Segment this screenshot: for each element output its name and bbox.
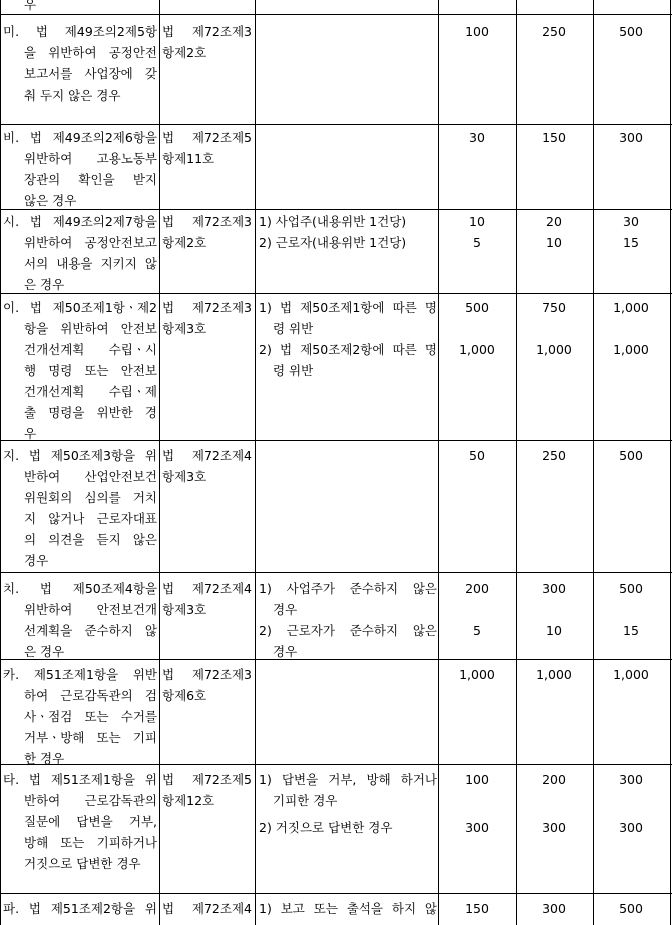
row-5-desc-line-0: 지. 법 제50조제3항을 위 <box>3 448 157 463</box>
row-7-amount-third: 1,000 <box>613 667 649 682</box>
row-3-amount-first-b: 5 <box>473 235 481 250</box>
row-3-amount-second-b: 10 <box>546 235 562 250</box>
row-4-amount-first-b: 1,000 <box>459 342 495 357</box>
row-4-detail-0-line-0: 1) 법 제50조제1항에 따른 명 <box>259 300 437 315</box>
row-7-desc-line-4: 한 경우 <box>24 751 65 766</box>
row-6-amount-third-b: 15 <box>623 623 639 638</box>
row-1-amount-second: 250 <box>542 24 566 39</box>
row-4-desc-line-4: 건개선계획 수립ㆍ제 <box>24 384 157 399</box>
row-4-detail-1-line-0: 2) 법 제50조제2항에 따른 명 <box>259 342 437 357</box>
row-divider <box>0 124 672 125</box>
row-5-amount-first: 50 <box>469 448 485 463</box>
row-3-detail-1-line-0: 2) 근로자(내용위반 1건당) <box>259 235 407 250</box>
row-5-desc-line-1: 반하여 산업안전보건 <box>24 469 157 484</box>
row-divider <box>0 893 672 894</box>
row-7-amount-second: 1,000 <box>536 667 572 682</box>
row-4-amount-second-b: 1,000 <box>536 342 572 357</box>
row-6-amount-first-b: 5 <box>473 623 481 638</box>
row-6-basis-line-1: 항제3호 <box>162 602 207 617</box>
row-5-desc-line-3: 지 않거나 근로자대표 <box>24 511 157 526</box>
row-2-desc-line-3: 않은 경우 <box>24 193 77 208</box>
row-4-desc-line-2: 건개선계획 수립ㆍ시 <box>24 342 157 357</box>
row-5-desc-line-2: 위원회의 심의를 거치 <box>24 490 157 505</box>
row-2-amount-second: 150 <box>542 130 566 145</box>
row-8-basis-line-1: 항제12호 <box>162 793 215 808</box>
row-6-detail-1-line-0: 2) 근로자가 준수하지 않은 <box>259 623 437 638</box>
row-4-desc-line-1: 항을 위반하여 안전보 <box>24 321 157 336</box>
row-6-desc-line-1: 위반하여 안전보건개 <box>24 602 157 617</box>
row-1-basis-line-0: 법 제72조제3 <box>162 24 252 39</box>
row-1-basis-line-1: 항제2호 <box>162 45 207 60</box>
row-3-basis-line-1: 항제2호 <box>162 235 207 250</box>
column-divider-3 <box>438 0 439 925</box>
row-9-detail-0-line-0: 1) 보고 또는 출석을 하지 않 <box>259 901 437 916</box>
row-5-desc-line-4: 의 의견을 듣지 않은 <box>24 532 157 547</box>
row-4-amount-third-a: 1,000 <box>613 300 649 315</box>
row-4-desc-line-5: 출 명령을 위반한 경 <box>24 405 157 420</box>
column-divider-4 <box>516 0 517 925</box>
row-4-amount-third-b: 1,000 <box>613 342 649 357</box>
row-2-basis-line-0: 법 제72조제5 <box>162 130 252 145</box>
row-8-detail-0-line-0: 1) 답변을 거부, 방해 하거나 <box>259 772 437 787</box>
row-8-amount-second-a: 200 <box>542 772 566 787</box>
row-5-basis-line-1: 항제3호 <box>162 469 207 484</box>
row-8-amount-third-a: 300 <box>619 772 643 787</box>
row-9-desc-line-0: 파. 법 제51조제2항을 위 <box>3 901 157 916</box>
row-3-amount-third-b: 15 <box>623 235 639 250</box>
row-8-detail-0-line-1: 기피한 경우 <box>273 793 338 808</box>
row-4-desc-line-6: 우 <box>24 426 37 441</box>
row-2-desc-line-0: 비. 법 제49조의2제6항을 <box>3 130 157 145</box>
row-3-basis-line-0: 법 제72조제3 <box>162 214 252 229</box>
row-7-basis-line-0: 법 제72조제3 <box>162 667 252 682</box>
column-divider-5 <box>593 0 594 925</box>
row-6-amount-first-a: 200 <box>465 581 489 596</box>
row-5-desc-line-5: 경우 <box>24 553 49 568</box>
row-5-amount-second: 250 <box>542 448 566 463</box>
row-8-amount-second-b: 300 <box>542 820 566 835</box>
row-4-detail-0-line-1: 령 위반 <box>273 321 314 336</box>
row-1-desc-line-3: 춰 두지 않은 경우 <box>24 88 121 103</box>
row-7-amount-first: 1,000 <box>459 667 495 682</box>
row-3-desc-line-1: 위반하여 공정안전보고 <box>24 235 157 250</box>
row-2-amount-third: 300 <box>619 130 643 145</box>
row-2-desc-line-2: 장관의 확인을 받지 <box>24 172 157 187</box>
row-4-desc-line-3: 행 명령 또는 안전보 <box>24 363 157 378</box>
row-9-amount-second: 300 <box>542 901 566 916</box>
row-9-amount-first: 150 <box>465 901 489 916</box>
row-8-amount-third-b: 300 <box>619 820 643 835</box>
row-3-desc-line-3: 은 경우 <box>24 277 65 292</box>
row-8-desc-line-4: 거짓으로 답변한 경우 <box>24 856 141 871</box>
row-8-basis-line-0: 법 제72조제5 <box>162 772 252 787</box>
row-6-desc-line-2: 선계획을 준수하지 않 <box>24 623 157 638</box>
table-border-left <box>0 0 1 925</box>
row-5-amount-third: 500 <box>619 448 643 463</box>
row-4-amount-second-a: 750 <box>542 300 566 315</box>
row-3-amount-first-a: 10 <box>469 214 485 229</box>
row-6-detail-1-line-1: 경우 <box>273 644 298 659</box>
row-8-detail-1-line-0: 2) 거짓으로 답변한 경우 <box>259 820 393 835</box>
row-4-desc-line-0: 이. 법 제50조제1항ㆍ제2 <box>3 300 157 315</box>
row-3-desc-line-0: 시. 법 제49조의2제7항을 <box>3 214 157 229</box>
row-4-amount-first-a: 500 <box>465 300 489 315</box>
row-8-amount-first-b: 300 <box>465 820 489 835</box>
row-3-desc-line-2: 서의 내용을 지키지 않 <box>24 256 157 271</box>
row-9-basis-line-0: 법 제72조제4 <box>162 901 252 916</box>
row-7-desc-line-0: 카. 제51조제1항을 위반 <box>3 667 157 682</box>
row-8-desc-line-2: 질문에 답변을 거부, <box>24 814 157 829</box>
table-border-right <box>670 0 671 925</box>
row-7-desc-line-3: 거부ㆍ방해 또는 기피 <box>24 730 157 745</box>
row-6-detail-0-line-1: 경우 <box>273 602 298 617</box>
row-1-amount-first: 100 <box>465 24 489 39</box>
row-7-basis-line-1: 항제6호 <box>162 688 207 703</box>
row-4-basis-line-0: 법 제72조제3 <box>162 300 252 315</box>
row-8-desc-line-1: 반하여 근로감독관의 <box>24 793 157 808</box>
row-6-desc-line-3: 은 경우 <box>24 644 65 659</box>
row-4-basis-line-1: 항제3호 <box>162 321 207 336</box>
row-6-desc-line-0: 치. 법 제50조제4항을 <box>3 581 157 596</box>
row-6-amount-second-b: 10 <box>546 623 562 638</box>
column-divider-1 <box>159 0 160 925</box>
row-8-desc-line-3: 방해 또는 기피하거나 <box>24 835 157 850</box>
row-6-amount-third-a: 500 <box>619 581 643 596</box>
row-2-amount-first: 30 <box>469 130 485 145</box>
column-divider-2 <box>255 0 256 925</box>
row-3-detail-0-line-0: 1) 사업주(내용위반 1건당) <box>259 214 407 229</box>
row-1-desc-line-0: 미. 법 제49조의2제5항 <box>3 24 157 39</box>
row-6-amount-second-a: 300 <box>542 581 566 596</box>
row-9-amount-third: 500 <box>619 901 643 916</box>
row-8-amount-first-a: 100 <box>465 772 489 787</box>
row-8-desc-line-0: 타. 법 제51조제1항을 위 <box>3 772 157 787</box>
row-4-detail-1-line-1: 령 위반 <box>273 363 314 378</box>
row-3-amount-second-a: 20 <box>546 214 562 229</box>
row-2-desc-line-1: 위반하여 고용노동부 <box>24 151 157 166</box>
row-0-desc-line-0: 우 <box>24 0 37 12</box>
row-7-desc-line-1: 하여 근로감독관의 검 <box>24 688 157 703</box>
row-1-desc-line-1: 을 위반하여 공정안전 <box>24 45 157 60</box>
row-1-desc-line-2: 보고서를 사업장에 갖 <box>24 66 157 81</box>
row-5-basis-line-0: 법 제72조제4 <box>162 448 252 463</box>
row-6-basis-line-0: 법 제72조제4 <box>162 581 252 596</box>
row-2-basis-line-1: 항제11호 <box>162 151 215 166</box>
row-6-detail-0-line-0: 1) 사업주가 준수하지 않은 <box>259 581 437 596</box>
row-divider <box>0 572 672 573</box>
row-7-desc-line-2: 사ㆍ점검 또는 수거를 <box>24 709 157 724</box>
row-1-amount-third: 500 <box>619 24 643 39</box>
row-3-amount-third-a: 30 <box>623 214 639 229</box>
